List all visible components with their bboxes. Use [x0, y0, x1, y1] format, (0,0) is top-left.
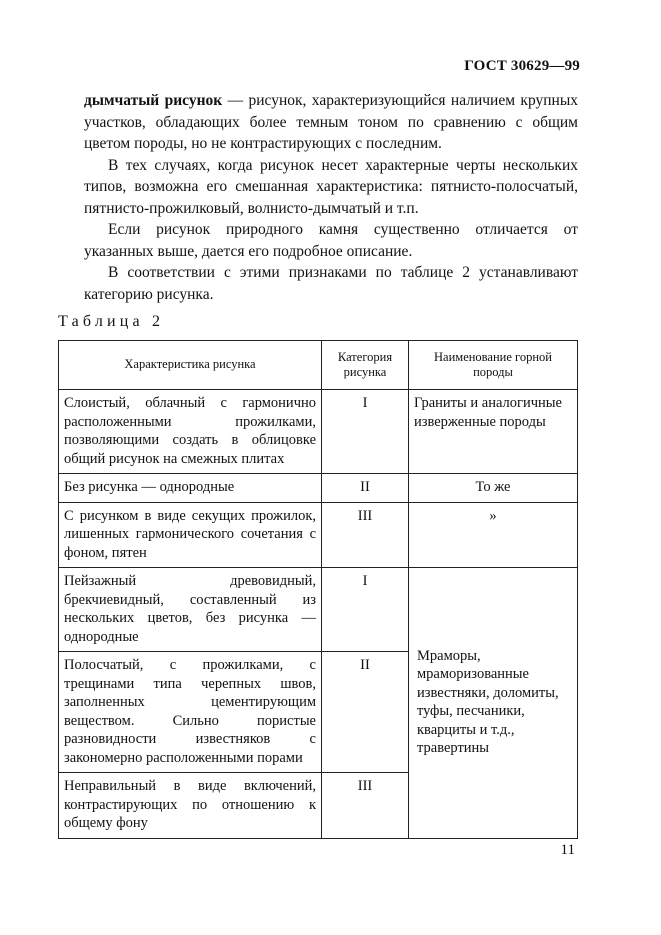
cell-rock-merged: Мраморы, мраморизованные известняки, доломиты, туфы, песчаники, кварциты и т.д., травертины: [409, 568, 578, 839]
definition-paragraph: [84, 90, 578, 155]
cell-category: II: [322, 652, 409, 773]
page-number: 11: [560, 842, 575, 858]
cell-characteristic: Полосчатый, с прожилками, с трещинами типа черепных швов, заполненных цементирующим веществом. Сильно пористые разновидности известняков с закономерно расположенными порами: [59, 652, 322, 773]
cell-category: III: [322, 773, 409, 839]
cell-characteristic: Без рисунка — однородные: [59, 474, 322, 503]
table-row: [59, 568, 578, 652]
paragraph-table-reference: В соответствии с этими признаками по таблице 2 устанавливают категорию рисунка.: [84, 264, 578, 303]
paragraph-mixed-pattern: В тех случаях, когда рисунок несет характерные черты нескольких типов, возможна его смешанная характеристика: пятнисто-полосчатый, пятнисто-прожилковый, волнисто-дымчатый и т.п.: [84, 156, 578, 217]
header-rock: Наименование горной породы: [409, 341, 578, 390]
table-row: [59, 390, 578, 474]
cell-characteristic: Неправильный в виде включений, контрастирующих по отношению к общему фону: [59, 773, 322, 839]
document-code: ГОСТ 30629—99: [464, 58, 580, 74]
pattern-category-table: [58, 340, 578, 839]
table-caption: Таблица 2: [58, 313, 165, 330]
table-row: [59, 474, 578, 503]
cell-category: II: [322, 474, 409, 503]
table-header-row: [59, 341, 578, 390]
table-row: [59, 502, 578, 568]
term-definition: — рисунок, характеризующийся наличием крупных участков, обладающих более темным тоном по сравнению с общим цветом породы, но не контрастирующих с последним.: [84, 92, 578, 152]
cell-characteristic: С рисунком в виде секущих прожилок, лишенных гармонического сочетания с фоном, пятен: [59, 502, 322, 568]
body-text: [84, 90, 578, 305]
cell-category: I: [322, 568, 409, 652]
defined-term: дымчатый рисунок: [84, 92, 223, 109]
header-characteristic: Характеристика рисунка: [59, 341, 322, 390]
cell-category: I: [322, 390, 409, 474]
cell-rock: То же: [409, 474, 578, 503]
cell-characteristic: Слоистый, облачный с гармонично расположенными прожилками, позволяющими создать в облицовке общий рисунок на смежных плитах: [59, 390, 322, 474]
cell-rock: Граниты и аналогичные изверженные породы: [409, 390, 578, 474]
cell-rock: »: [409, 502, 578, 568]
cell-characteristic: Пейзажный древовидный, брекчиевидный, составленный из нескольких цветов, без рисунка — однородные: [59, 568, 322, 652]
header-category: Категория рисунка: [322, 341, 409, 390]
cell-category: III: [322, 502, 409, 568]
paragraph-description: Если рисунок природного камня существенно отличается от указанных выше, дается его подробное описание.: [84, 221, 578, 260]
